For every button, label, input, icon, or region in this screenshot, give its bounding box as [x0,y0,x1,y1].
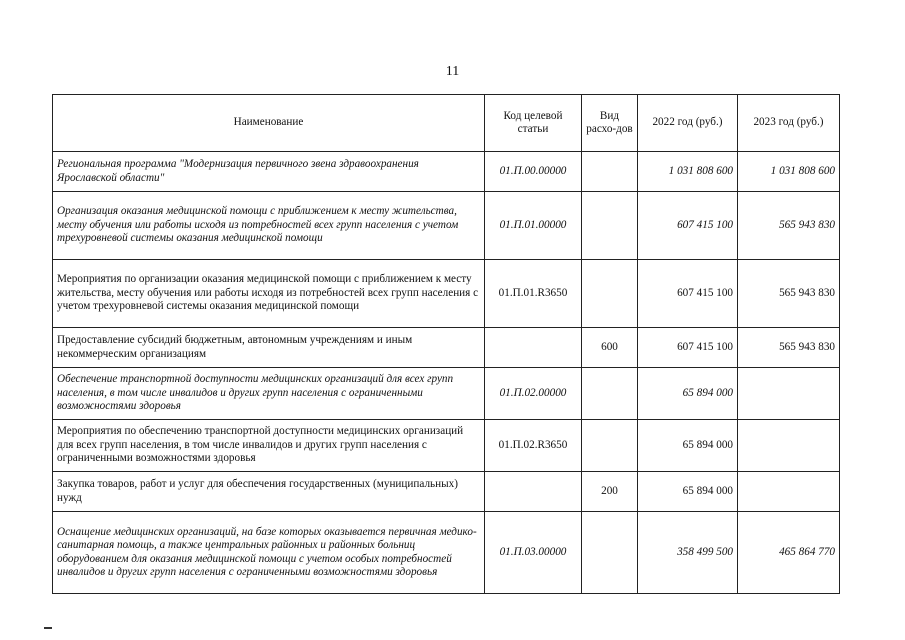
row-type [582,152,638,192]
row-code: 01.П.01.R3650 [485,260,582,328]
row-name: Региональная программа "Модернизация первичного звена здравоохранения Ярославской области" [53,152,485,192]
row-2022: 65 894 000 [638,368,738,420]
row-2023: 565 943 830 [738,328,840,368]
table-header-row [53,95,840,152]
row-code [485,472,582,512]
row-code: 01.П.01.00000 [485,192,582,260]
row-2022: 1 031 808 600 [638,152,738,192]
row-name: Предоставление субсидий бюджетным, автономным учреждениям и иным некоммерческим организациям [53,328,485,368]
row-2023 [738,368,840,420]
table-row [53,152,840,192]
table-row [53,472,840,512]
row-2023 [738,420,840,472]
header-name: Наименование [53,95,485,152]
row-type [582,420,638,472]
table-row [53,420,840,472]
row-2022: 65 894 000 [638,420,738,472]
row-name: Закупка товаров, работ и услуг для обеспечения государственных (муниципальных) нужд [53,472,485,512]
table-row [53,512,840,594]
row-2023 [738,472,840,512]
row-code [485,328,582,368]
row-2022: 607 415 100 [638,260,738,328]
table-row [53,368,840,420]
row-2022: 358 499 500 [638,512,738,594]
row-2023: 565 943 830 [738,260,840,328]
header-code: Код целевой статьи [485,95,582,152]
row-type: 600 [582,328,638,368]
row-name: Мероприятия по обеспечению транспортной доступности медицинских организаций для всех групп населения, в том числе инвалидов и других групп населения с ограниченными возможностями здоровья [53,420,485,472]
header-2023: 2023 год (руб.) [738,95,840,152]
row-2022: 607 415 100 [638,192,738,260]
scan-mark [44,627,52,629]
row-name: Организация оказания медицинской помощи с приближением к месту жительства, месту обучения или работы исходя из потребностей всех групп населения с учетом трехуровневой системы оказания медицинской помощи [53,192,485,260]
table-row [53,328,840,368]
row-2023: 1 031 808 600 [738,152,840,192]
page-number: 11 [445,64,460,79]
row-2023: 565 943 830 [738,192,840,260]
header-type: Вид расхо-дов [582,95,638,152]
row-name: Обеспечение транспортной доступности медицинских организаций для всех групп населения, в том числе инвалидов и других групп населения с ограниченными возможностями здоровья [53,368,485,420]
row-type [582,512,638,594]
row-code: 01.П.02.00000 [485,368,582,420]
row-type [582,260,638,328]
row-2023: 465 864 770 [738,512,840,594]
row-code: 01.П.03.00000 [485,512,582,594]
header-2022: 2022 год (руб.) [638,95,738,152]
table-row [53,260,840,328]
table-row [53,192,840,260]
row-name: Мероприятия по организации оказания медицинской помощи с приближением к месту жительства, месту обучения или работы исходя из потребностей всех групп населения с учетом трехуровневой системы оказания медицинской помощи [53,260,485,328]
row-2022: 607 415 100 [638,328,738,368]
row-type [582,368,638,420]
row-type: 200 [582,472,638,512]
budget-table [52,94,840,594]
row-code: 01.П.02.R3650 [485,420,582,472]
row-name: Оснащение медицинских организаций, на базе которых оказывается первичная медико-санитарная помощь, а также центральных районных и районных больниц оборудованием для оказания медицинской помощи с учетом особых потребностей инвалидов и других групп населения с ограниченными возможностями здоровья [53,512,485,594]
row-type [582,192,638,260]
row-code: 01.П.00.00000 [485,152,582,192]
row-2022: 65 894 000 [638,472,738,512]
